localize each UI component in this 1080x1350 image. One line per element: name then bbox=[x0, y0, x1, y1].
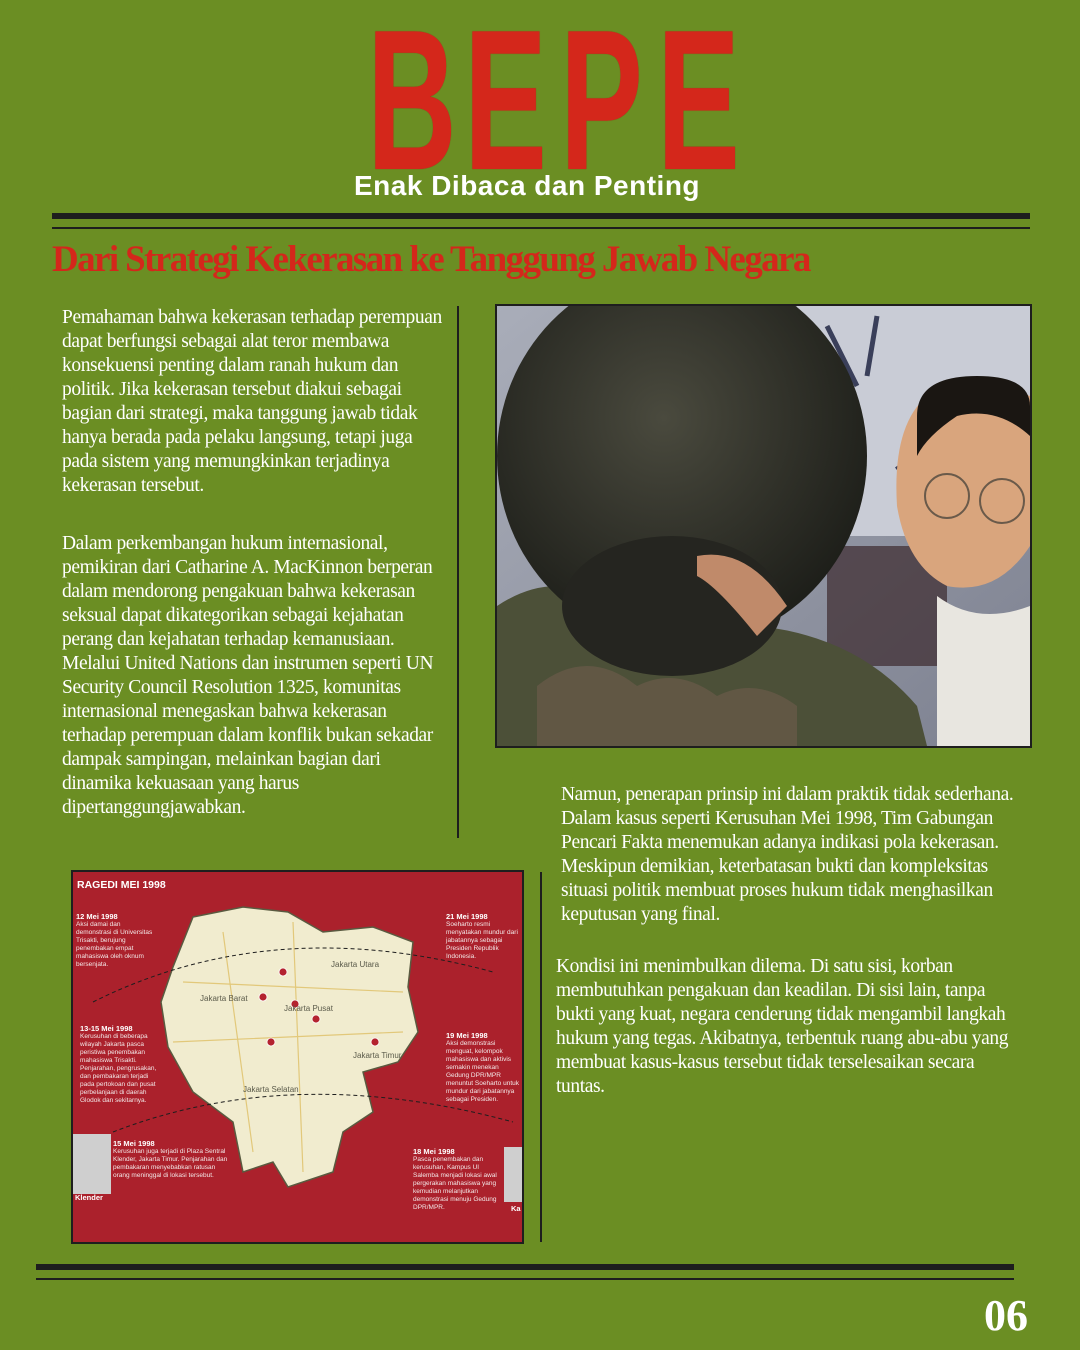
column-divider-lower bbox=[540, 872, 542, 1242]
article-headline: Dari Strategi Kekerasan ke Tanggung Jawab Negara bbox=[52, 239, 810, 280]
map-event-3: 15 Mei 1998 Kerusuhan juga terjadi di Plaza Sentral Klender, Jakarta Timur. Penjarahan dan pembakaran menyebabkan ratusan orang meninggal di lokasi tersebut. bbox=[113, 1139, 228, 1179]
protest-photo bbox=[495, 304, 1032, 748]
bottom-rule-thick bbox=[36, 1264, 1014, 1270]
map-event-1: 12 Mei 1998 Aksi damai dan demonstrasi di Universitas Trisakti, berujung penembakan empat mahasiswa oleh oknum bersenjata. bbox=[76, 912, 153, 968]
region-label-barat: Jakarta Barat bbox=[200, 994, 248, 1003]
logo-letter-p: P bbox=[560, 0, 644, 212]
bepe-logo bbox=[350, 0, 740, 212]
logo-letter-b: B bbox=[367, 0, 457, 212]
region-label-selatan: Jakarta Selatan bbox=[243, 1085, 299, 1094]
bottom-rule-thin bbox=[36, 1278, 1014, 1280]
region-label-utara: Jakarta Utara bbox=[331, 960, 380, 969]
paragraph-4: Kondisi ini menimbulkan dilema. Di satu sisi, korban membutuhkan pengakuan dan keadilan. Di sisi lain, tanpa bukti yang kuat, negara cenderung tidak mengambil langkah hukum yang tegas. Akibatnya, terbentuk ruang abu-abu yang membuat kasus-kasus tersebut tidak terselesaikan secara tuntas. bbox=[556, 956, 1009, 1097]
tagline: Enak Dibaca dan Penting bbox=[354, 170, 701, 201]
region-label-pusat: Jakarta Pusat bbox=[284, 1004, 333, 1013]
map-event-4: 21 Mei 1998 Soeharto resmi menyatakan mundur dari jabatannya sebagai Presiden Republik Indonesia. bbox=[446, 912, 518, 960]
top-rule-thin bbox=[52, 227, 1030, 229]
photo-label-ka: Ka bbox=[511, 1204, 521, 1213]
paragraph-1: Pemahaman bahwa kekerasan terhadap perempuan dapat berfungsi sebagai alat teror membawa konsekuensi penting dalam ranah hukum dan politik. Jika kekerasan tersebut diakui sebagai bagian dari strategi, maka tanggung jawab tidak hanya berada pada pelaku langsung, tetapi juga pada sistem yang memungkinkan terjadinya kekerasan tersebut. bbox=[62, 307, 442, 496]
page-number: 06 bbox=[984, 1291, 1028, 1340]
protest-photo-illustration bbox=[497, 306, 1030, 746]
paragraph-3: Namun, penerapan prinsip ini dalam praktik tidak sederhana. Dalam kasus seperti Kerusuhan Mei 1998, Tim Gabungan Pencari Fakta menemukan adanya indikasi pola kekerasan. Meskipun demikian, keterbatasan bukti dan kompleksitas situasi politik membuat proses hukum tidak menghasilkan keputusan yang final. bbox=[561, 784, 1014, 925]
logo-letter-e2: E bbox=[657, 0, 740, 212]
region-label-timur: Jakarta Timur bbox=[353, 1051, 402, 1060]
column-divider-upper bbox=[457, 306, 459, 838]
paragraph-2: Dalam perkembangan hukum internasional, pemikiran dari Catharine A. MacKinnon berperan dalam mendorong pengakuan bahwa kekerasan seksual dapat dikategorikan sebagai kejahatan perang dan kejahatan terhadap kemanusiaan. Melalui United Nations dan instrumen seperti UN Security Council Resolution 1325, komunitas internasional menegaskan bahwa kekerasan terhadap perempuan dalam konflik bukan sekadar dampak sampingan, melainkan bagian dari dinamika kekuasaan yang harus dipertanggungjawabkan. bbox=[62, 533, 434, 818]
map-event-2: 13-15 Mei 1998 Kerusuhan di beberapa wilayah Jakarta pasca peristiwa penembakan mahasiswa Trisakti. Penjarahan, pengrusakan, dan pembakaran terjadi pada pertokoan dan pusat perbelanjaan di daerah Glodok dan sekitarnya. bbox=[80, 1024, 157, 1104]
map-title: RAGEDI MEI 1998 bbox=[77, 879, 166, 891]
map-event-5: 19 Mei 1998 Aksi demonstrasi menguat, kelompok mahasiswa dan aktivis semakin menekan Gedung DPR/MPR menuntut Soeharto untuk mundur dari jabatannya sebagai Presiden. bbox=[446, 1031, 519, 1103]
masthead bbox=[340, 0, 740, 212]
map-event-6: 18 Mei 1998 Pasca penembakan dan kerusuhan, Kampus UI Salemba menjadi lokasi awal pergerakan mahasiswa yang kemudian melanjutkan demonstrasi menuju Gedung DPR/MPR. bbox=[413, 1147, 497, 1211]
logo-letter-e: E bbox=[463, 0, 547, 212]
photo-label-klender: Klender bbox=[75, 1193, 103, 1202]
top-rule-thick bbox=[52, 213, 1030, 219]
tragedi-mei-1998-map bbox=[71, 870, 524, 1244]
